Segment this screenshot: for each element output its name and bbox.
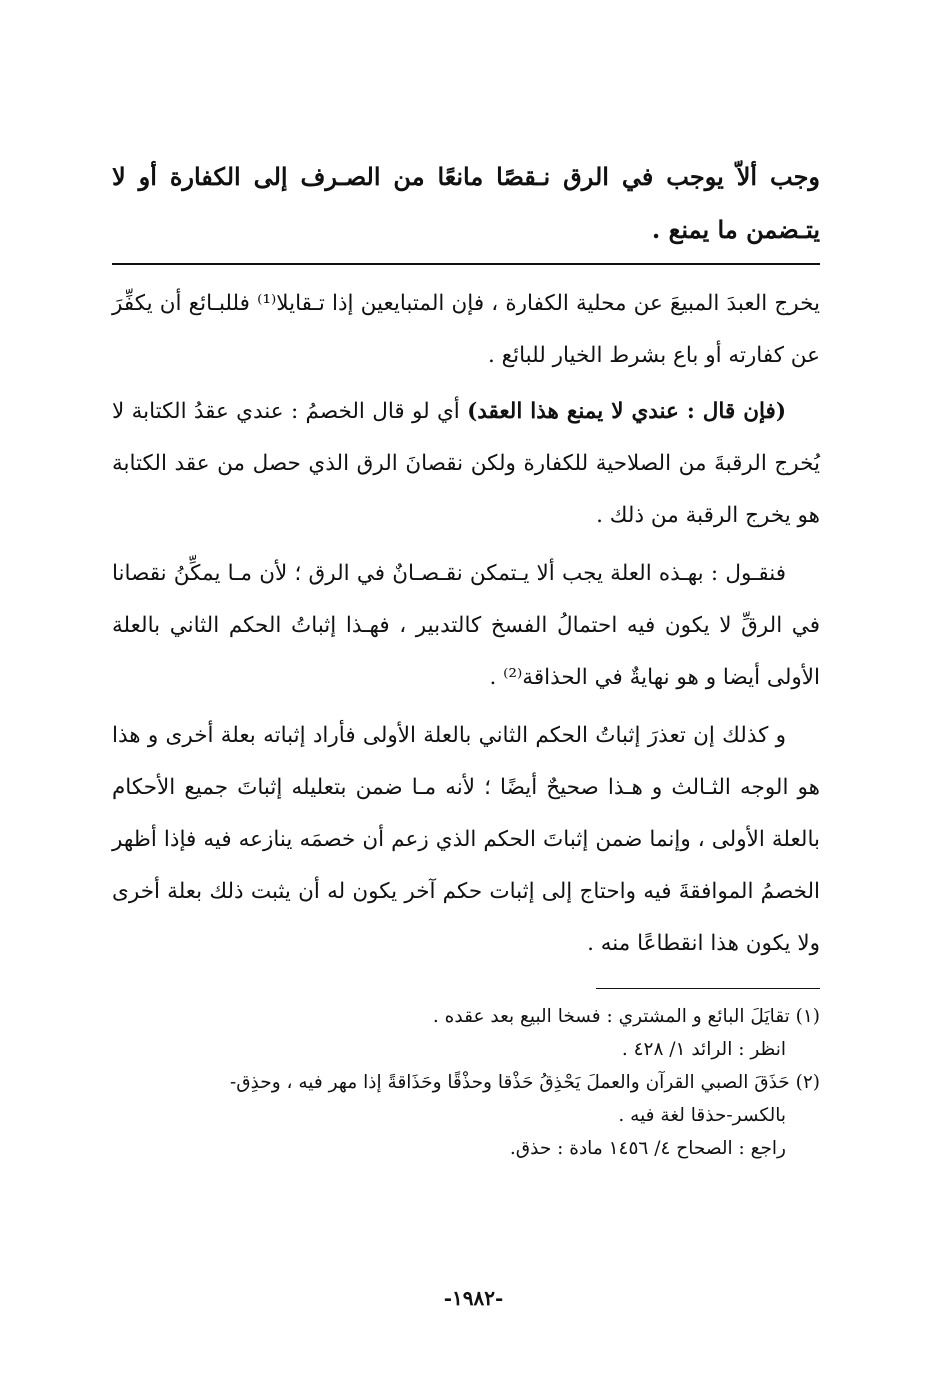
sharh-paragraph-4: و كذلك إن تعذرَ إثباتُ الحكم الثاني بالعلة الأولى فأراد إثباته بعلة أخرى و هذا هو الوجه الثـالث و هـذا صحيحٌ أيضًا ؛ لأنه مـا ضمن بتعليله إثباتَ جميع الأحكام بالعلة الأولى ، وإنما ضمن إثباتَ الحكم الذي زعم أن خصمَه ينازعه فيه فإذا أظهر الخصمُ الموافقةَ فيه واحتاج إلى إثبات حكم آخر يكون له أن يثبت ذلك بعلة أخرى ولا يكون هذا انقطاعًا منه . (112, 723, 820, 956)
sharh-paragraph-2 (112, 386, 820, 542)
sharh-paragraph-1: يخرج العبدَ المبيعَ عن محلية الكفارة ، فإن المتبايعين إذا تـقايلا⁽¹⁾ فللبـائع أن يكفِّرَ عن كفارته أو باع بشرط الخيار للبائع . (112, 291, 820, 368)
sharh-paragraph-2-body: أي لو قال الخصمُ : عندي عقدُ الكتابة لا يُخرج الرقبةَ من الصلاحية للكفارة ولكن نقصانَ الرق الذي حصل من عقد الكتابة هو يخرج الرقبة من ذلك . (112, 399, 820, 528)
matn-text: وجب ألاّ يوجب في الرق نـقصًا مانعًا من الصـرف إلى الكفارة أو لا يتـضمن ما يمنع . (112, 162, 820, 244)
footnote-2-continuation: بالكسر-حذقا لغة فيه . (618, 1105, 786, 1126)
footnote-separator-line (596, 988, 820, 989)
footnote-1-reference: انظر : الرائد ١/ ٤٢٨ . (621, 1039, 786, 1060)
footnotes (112, 1000, 820, 1165)
matn-separator-line (112, 263, 820, 265)
footnote-2: (٢) حَذَقَ الصبي القرآن والعملَ يَحْذِقُ حَذْقا وحذْقًا وحَذَاقةً إذا مهر فيه ، وحذِق- (229, 1072, 820, 1093)
footnote-1: (١) تقايَلَ البائع و المشتري : فسخا البيع بعد عقده . (432, 1006, 820, 1027)
footnote-2-reference: راجع : الصحاح ٤/ ١٤٥٦ مادة : حذق. (509, 1138, 786, 1159)
quoted-matn-phrase: (فإن قال : عندي لا يمنع هذا العقد) (467, 399, 786, 424)
page-number: -١٩٨٢- (443, 1286, 504, 1310)
sharh-paragraph-3: فنقـول : بهـذه العلة يجب ألا يـتمكن نقـصـانٌ في الرق ؛ لأن مـا يمكِّنُ نقصانا في الرقِّ لا يكون فيه احتمالُ الفسخ كالتدبير ، فهـذا إثباتُ الحكم الثاني بالعلة الأولى أيضا و هو نهايةٌ في الحذاقة⁽²⁾ . (112, 561, 820, 690)
